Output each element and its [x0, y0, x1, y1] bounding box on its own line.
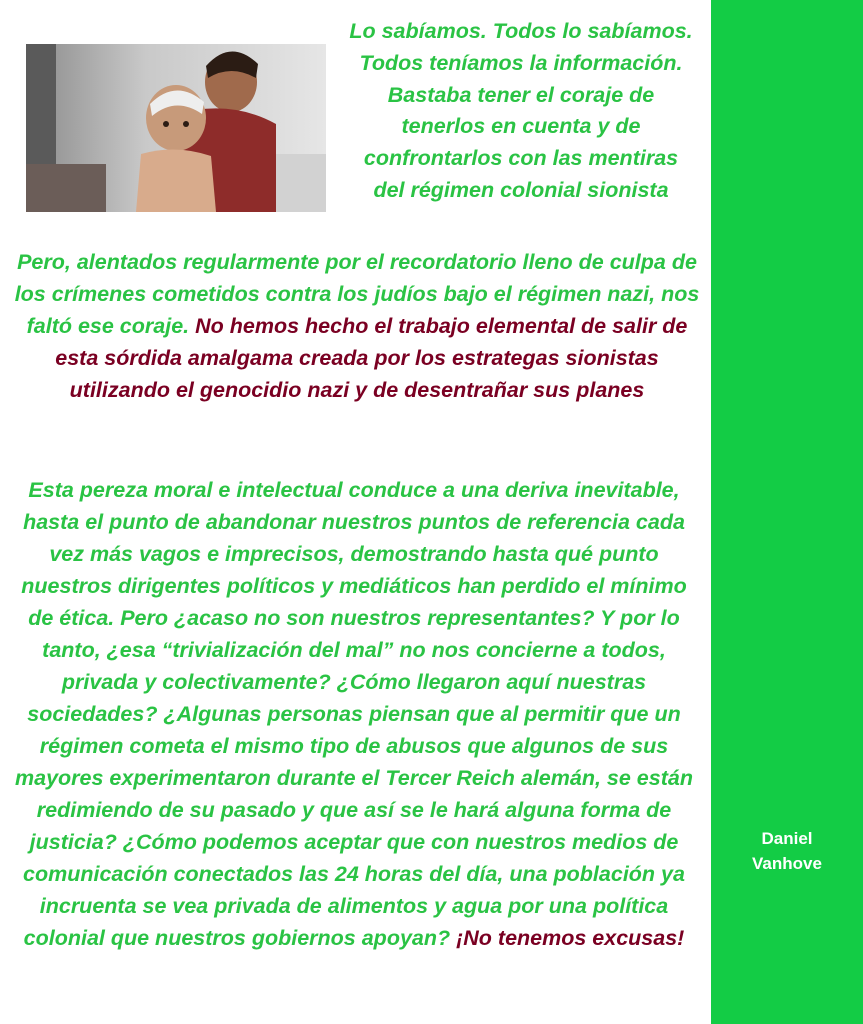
author-first-name: Daniel — [761, 829, 813, 848]
paragraph-2-green: Esta pereza moral e intelectual conduce a una deriva inevitable, hasta el punto de abandonar nuestros puntos de referencia cada vez más vagos e imprecisos, demostrando hasta qué punto nuestros dirigentes políticos y mediáticos han perdido el mínimo de ética. Pero ¿acaso no son nuestros representantes? Y por lo tanto, ¿esa “trivialización del mal” no nos concierne a todos, privada y colectivamente? ¿Cómo llegaron aquí nuestras sociedades? ¿Algunas personas piensan que al permitir que un régimen cometa el mismo tipo de abusos que algunos de sus mayores experimentaron durante el Tercer Reich alemán, se están redimiendo de su pasado y que así se le hará alguna forma de justicia? ¿Cómo podemos aceptar que con nuestros medios de comunicación conectados las 24 horas del día, una población ya incruenta se vea privada de alimentos y agua por una política colonial que nuestros gobiernos apoyan? — [15, 478, 693, 950]
paragraph-2-red: ¡No tenemos excusas! — [456, 926, 685, 950]
paragraph-1-red: No hemos hecho el trabajo elemental de salir de esta sórdida amalgama creada por los estrategas sionistas utilizando el genocidio nazi y de desentrañar sus planes — [55, 314, 688, 402]
article-photo — [26, 44, 326, 212]
paragraph-1 — [12, 246, 702, 406]
author-last-name: Vanhove — [752, 854, 822, 873]
sidebar — [711, 0, 863, 1024]
paragraph-1-green: Pero, alentados regularmente por el recordatorio lleno de culpa de los crímenes cometidos contra los judíos bajo el régimen nazi, nos faltó ese coraje. — [14, 250, 700, 338]
author-name — [711, 826, 863, 876]
paragraph-2 — [8, 474, 700, 954]
intro-text: Lo sabíamos. Todos lo sabíamos. Todos teníamos la información. Bastaba tener el coraje de tenerlos en cuenta y de confrontarlos con las mentiras del régimen colonial sionista — [349, 19, 693, 202]
